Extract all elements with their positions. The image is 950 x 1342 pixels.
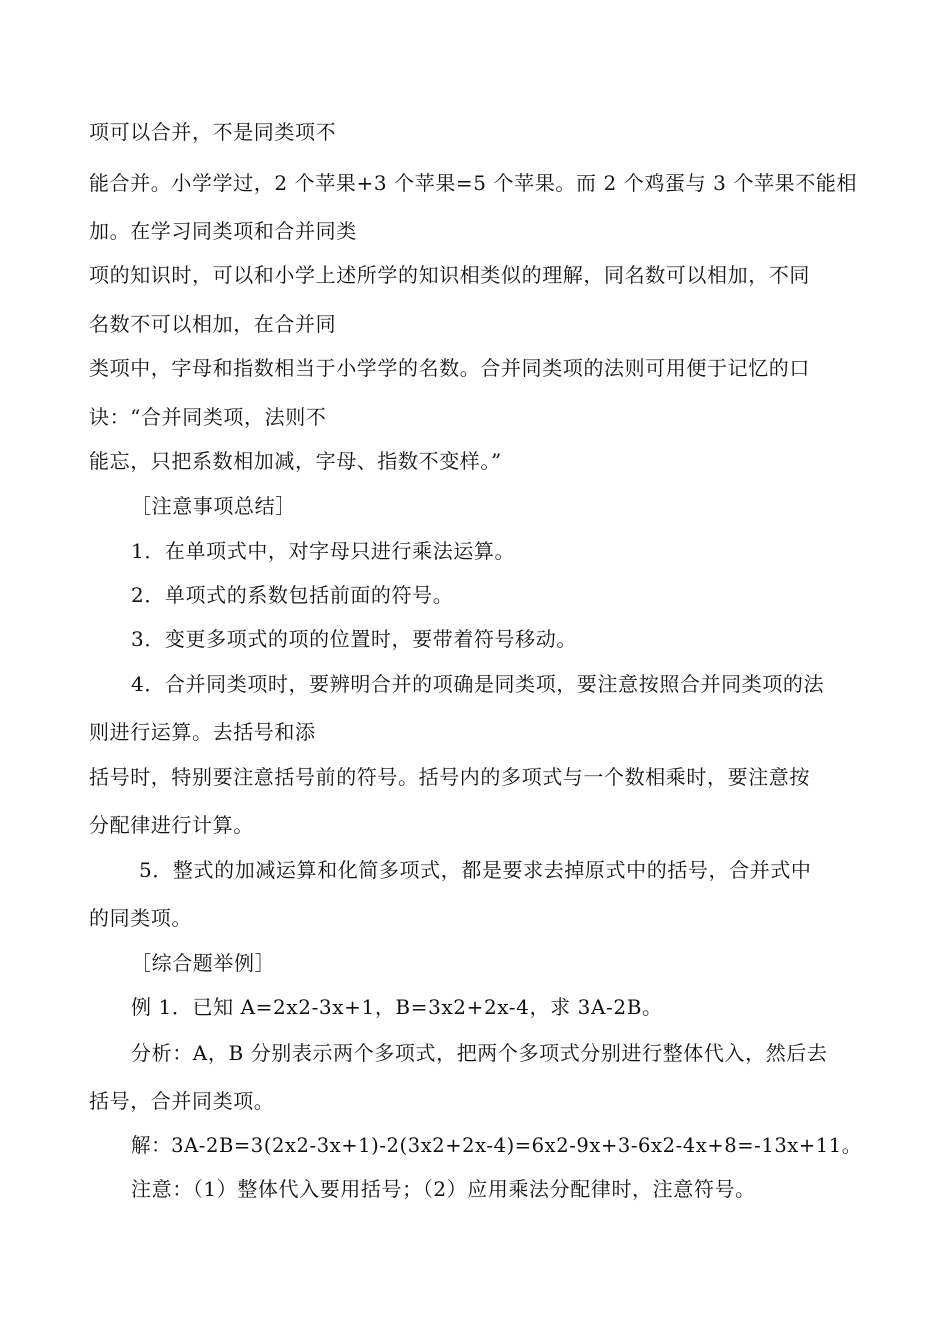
text-line: 项可以合并，不是同类项不 xyxy=(89,120,337,144)
section-heading-notes: ［注意事项总结］ xyxy=(131,494,296,518)
list-item: 5．整式的加减运算和化简多项式，都是要求去掉原式中的括号，合并式中 xyxy=(139,858,812,882)
text-line: 括号，合并同类项。 xyxy=(89,1089,275,1113)
text-line: 括号时，特别要注意括号前的符号。括号内的多项式与一个数相乘时，要注意按 xyxy=(89,765,810,789)
list-item: 2．单项式的系数包括前面的符号。 xyxy=(131,583,454,607)
list-item: 4．合并同类项时，要辨明合并的项确是同类项，要注意按照合并同类项的法 xyxy=(131,672,825,696)
text-line: 能忘，只把系数相加减，字母、指数不变样。” xyxy=(89,449,502,473)
text-line: 分配律进行计算。 xyxy=(89,813,254,837)
text-line: 诀：“合并同类项，法则不 xyxy=(89,405,327,429)
list-item: 1．在单项式中，对字母只进行乘法运算。 xyxy=(131,539,516,563)
solution-line: 解：3A-2B=3(2x2-3x+1)-2(3x2+2x-4)=6x2-9x+3-6x2-4x+8=-13x+11。 xyxy=(131,1133,862,1157)
text-line: 加。在学习同类项和合并同类 xyxy=(89,219,357,243)
section-heading-examples: ［综合题举例］ xyxy=(131,951,276,975)
text-line: 名数不可以相加，在合并同 xyxy=(89,312,337,336)
text-line: 的同类项。 xyxy=(89,906,192,930)
text-line: 能合并。小学学过，2 个苹果+3 个苹果=5 个苹果。而 2 个鸡蛋与 3 个苹果不能相 xyxy=(89,171,858,195)
note-line: 注意：（1）整体代入要用括号；（2）应用乘法分配律时，注意符号。 xyxy=(131,1177,756,1201)
example-line: 例 1．已知 A=2x2-3x+1，B=3x2+2x-4，求 3A-2B。 xyxy=(131,995,663,1019)
analysis-line: 分析：A，B 分别表示两个多项式，把两个多项式分别进行整体代入，然后去 xyxy=(131,1041,828,1065)
text-line: 则进行运算。去括号和添 xyxy=(89,720,316,744)
list-item: 3．变更多项式的项的位置时，要带着符号移动。 xyxy=(131,627,577,651)
text-line: 项的知识时，可以和小学上述所学的知识相类似的理解，同名数可以相加，不同 xyxy=(89,263,810,287)
text-line: 类项中，字母和指数相当于小学学的名数。合并同类项的法则可用便于记忆的口 xyxy=(89,356,810,380)
